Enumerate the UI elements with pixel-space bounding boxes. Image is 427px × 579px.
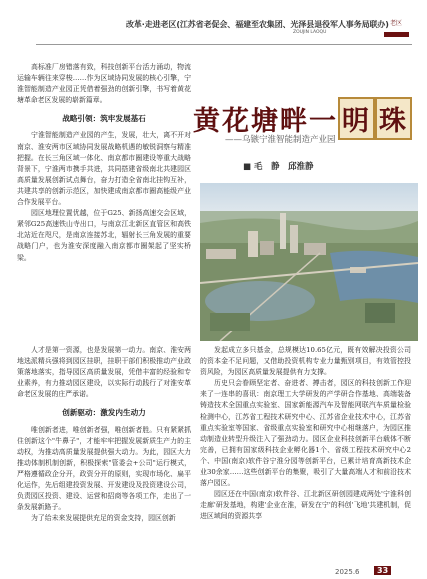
left-column <box>17 62 191 264</box>
article-byline: ■ 毛 静 邱淮静 <box>243 162 314 172</box>
section2-paragraph-1: 唯创新者进，唯创新者强，唯创新者胜。只有紧紧抓住创新这个"牛鼻子"，才能牢牢把握发展新质生产力的主动权，为推动高质量发展提供强大动力。为此，园区大力推动体制机制创新，积极探索"管委会+公司"运行模式，严格遵循政企分开，政资分开的原则，实现市场化、扁平化运作，先后组建投资发展、开发建设及投资建设公司，负责园区投资、建设、运营和招商等各项工作，走出了一条发展新路子。 <box>17 425 191 512</box>
right-paragraph-3: 园区还在中国(南京)软件谷、江北新区研创园建成两处'宁淮科创走廊'研发基地，构建'企业在淮，研发在宁'的科创'飞地'共建机制，促进区域间的资源共享 <box>200 490 411 521</box>
section1-paragraph-1: 宁淮智能制造产业园的产生，发展，壮大，离不开对南京、淮安两市区域协同发展战略机遇的敏锐洞察与精准把握。在长三角区域一体化、南京都市圈建设等重大战略背景下，宁淮两市携手共进，共同搭建省级南北共建园区高质量发展创新试点舞台，奋力打造全省南北挂钩互补，共建共享的创新示范区，加快建成南京都市圈高能级产业合作发展平台。 <box>17 131 191 207</box>
left-lower-column <box>17 345 191 524</box>
section1-paragraph-3: 人才是第一资源，也是发展第一动力。南京、淮安两地选派精兵强将到园区挂职，挂职干部们积极推动产业政策落地落实，指导园区高质量发展，凭借丰富的经验和专业素养，有力推动园区建设，以实际行动践行了对淮安革命老区发展的庄严承诺。 <box>17 346 191 399</box>
section1-heading: 战略引领：筑牢发展基石 <box>62 114 146 124</box>
logo-text: 老区 <box>389 20 402 27</box>
title-emphasis-1: 明 <box>338 97 375 140</box>
right-column <box>200 345 411 523</box>
header-subtitle: ZOUJIN LAOQU <box>293 30 327 35</box>
title-emphasis-2: 珠 <box>375 97 412 140</box>
header-rule <box>36 44 412 45</box>
aerial-photo <box>200 183 418 341</box>
page-header <box>0 0 427 52</box>
section1-paragraph-2: 园区地理位置优越，位于G25、新扬高速交会区域，紧邻G25高速铁山寺出口，与南京江北新区直管区和高铁北站近在咫尺，是南京连接苏北，辐射长三角发展的重要战略门户，也为淮安深度融入南京都市圈架起了坚实桥梁。 <box>17 209 191 262</box>
article-title <box>193 97 408 137</box>
article-subtitle: ——乌镞宁淮智能制造产业园 <box>225 135 336 145</box>
title-text: 黄花塘畔一 <box>193 106 338 137</box>
magazine-logo <box>381 18 411 40</box>
intro-paragraph: 高标准厂房错落有致，科技创新平台活力涌动，物流运输车辆往来穿梭……作为区域协同发展的核心引擎，宁淮智能制造产业园正凭借着强劲的创新引擎，书写着黄花塘革命老区发展的崭新篇章。 <box>17 63 191 105</box>
section2-paragraph-2: 为了给未来发展提供充足的资金支持，园区创新 <box>31 514 176 523</box>
header-title: 改革·走进老区(江苏省老促会、福建至农集团、光泽县退役军人事务局联办) <box>126 20 389 29</box>
section2-heading: 创新驱动：激发内生动力 <box>62 408 146 418</box>
logo-bar <box>384 32 409 37</box>
page-number: 33 <box>374 566 391 575</box>
right-paragraph-1: 发起成立多只基金，总规模达10.65亿元，既有效解决投资公司的资本金不足问题，又借助投资机构专业力量甄别项目，有效管控投资风险，为园区高质量发展提供有力支撑。 <box>200 346 411 377</box>
issue-date: 2025.6 <box>335 568 360 576</box>
aerial-photo-image <box>200 183 418 341</box>
right-paragraph-2: 历史只会眷顾坚定者、奋进者、搏击者，园区的科技创新工作迎来了一连串的喜讯：南京理工大学研发的产学研合作基地、高端装备铸造技术全国重点实验室、国家新能源汽车及智能网联汽车质量检验检测中心，江苏省工程技术研究中心、江苏省企业技术中心，江苏省重点实验室等国家、省级重点实验室和研究中心相继落户，为园区推动制造业转型升级注入了强劲动力。园区企业科技创新平台载体不断完善，已拥有国家级科技企业孵化器1个、省级工程技术研究中心2个、中国(南京)软件谷宁淮分园等创新平台，已累计培育高新技术企业30余家……这些创新平台的集聚，吸引了大量高端人才和前沿技术落户园区。 <box>200 379 411 488</box>
